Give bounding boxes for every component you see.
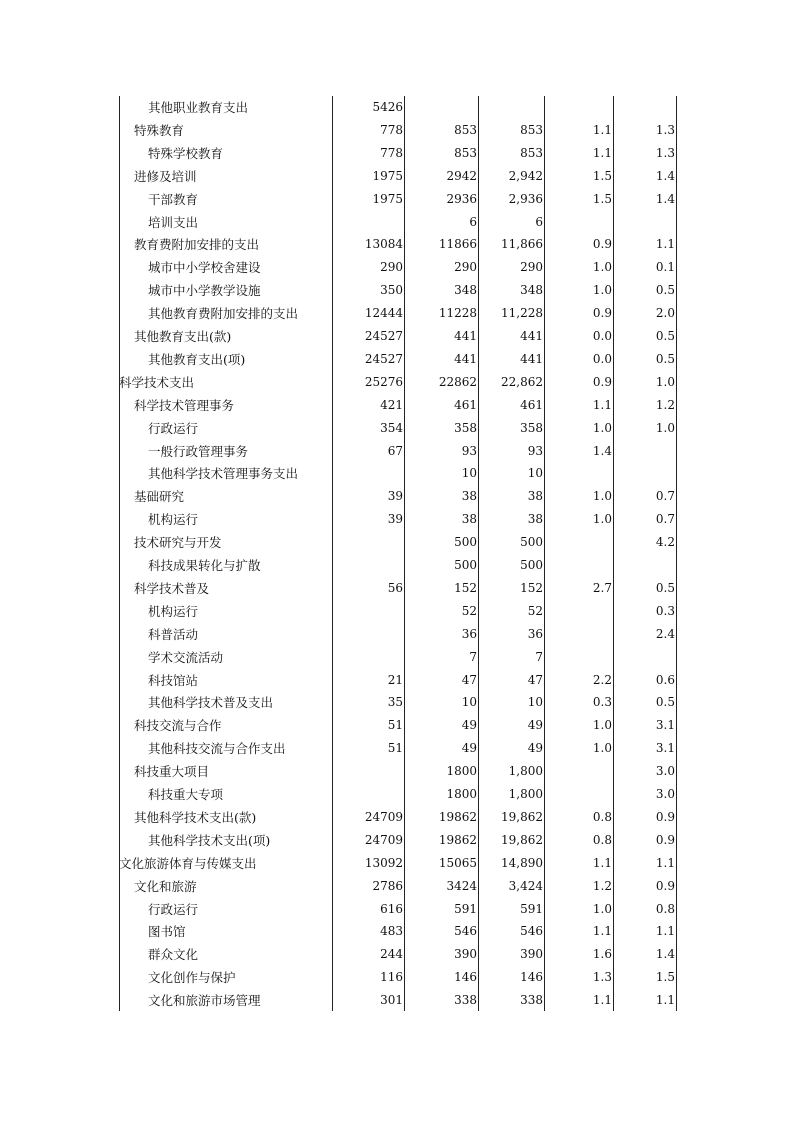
- table-row: [0, 462, 794, 485]
- value-col-3: 338: [520, 993, 543, 1008]
- ratio-col-1: 1.0: [592, 420, 612, 435]
- value-col-2: 52: [461, 603, 477, 618]
- ratio-col-1: 1.0: [592, 718, 612, 733]
- row-label: 技术研究与开发: [134, 535, 222, 551]
- row-label: 教育费附加安排的支出: [134, 237, 260, 253]
- value-col-2: 2942: [446, 168, 477, 183]
- table-row: [0, 165, 794, 188]
- value-col-1: 616: [380, 901, 403, 916]
- row-label: 城市中小学校舍建设: [148, 260, 261, 276]
- value-col-3: 853: [520, 122, 543, 137]
- value-col-3: 36: [527, 626, 543, 641]
- value-col-2: 290: [454, 260, 477, 275]
- ratio-col-2: 4.2: [655, 535, 675, 550]
- value-col-2: 441: [454, 329, 477, 343]
- ratio-col-1: 1.1: [592, 993, 612, 1008]
- value-col-1: 116: [380, 970, 403, 985]
- ratio-col-2: 1.1: [655, 924, 675, 939]
- value-col-1: 24709: [364, 809, 403, 824]
- ratio-col-1: 1.1: [592, 122, 612, 137]
- value-col-1: 2786: [372, 878, 403, 893]
- value-col-3: 19,862: [501, 832, 543, 847]
- table-row: [0, 760, 794, 783]
- table-row: [0, 119, 794, 142]
- value-col-3: 146: [520, 970, 543, 985]
- table-row: [0, 783, 794, 806]
- value-col-2: 11228: [438, 306, 477, 321]
- ratio-col-2: 3.1: [655, 741, 675, 756]
- value-col-2: 15065: [438, 855, 477, 870]
- value-col-2: 146: [454, 970, 477, 985]
- value-col-1: 483: [380, 924, 403, 939]
- table-row: [0, 485, 794, 508]
- value-col-3: 1,800: [508, 764, 543, 779]
- value-col-2: 93: [461, 443, 477, 458]
- value-col-2: 441: [454, 351, 477, 366]
- value-col-1: 1975: [372, 191, 403, 206]
- value-col-1: 24527: [364, 329, 403, 343]
- value-col-1: 51: [387, 718, 403, 733]
- value-col-2: 49: [461, 718, 477, 733]
- value-col-1: 778: [380, 122, 403, 137]
- row-label: 科技成果转化与扩散: [148, 558, 261, 573]
- table-row: [0, 691, 794, 714]
- table-row: [0, 623, 794, 646]
- value-col-3: 47: [527, 672, 543, 687]
- value-col-2: 10: [461, 695, 477, 710]
- ratio-col-1: 1.0: [592, 901, 612, 916]
- value-col-3: 49: [527, 741, 543, 756]
- value-col-3: 10: [527, 695, 543, 710]
- value-col-3: 93: [527, 443, 543, 458]
- value-col-3: 290: [520, 260, 543, 275]
- row-label: 进修及培训: [134, 168, 197, 184]
- value-col-2: 152: [454, 580, 477, 595]
- value-col-1: 1975: [372, 168, 403, 183]
- value-col-1: 421: [380, 397, 403, 412]
- value-col-2: 500: [454, 558, 477, 572]
- table-row: [0, 943, 794, 966]
- value-col-1: 25276: [364, 374, 403, 389]
- ratio-col-2: 1.1: [655, 237, 675, 252]
- value-col-2: 591: [454, 901, 477, 916]
- row-label: 其他科学技术普及支出: [148, 695, 274, 711]
- row-label: 群众文化: [148, 947, 199, 963]
- row-label: 其他教育费附加安排的支出: [148, 306, 299, 322]
- ratio-col-1: 1.1: [592, 397, 612, 412]
- value-col-2: 853: [454, 122, 477, 137]
- value-col-3: 461: [520, 397, 543, 412]
- value-col-3: 441: [520, 351, 543, 366]
- row-label: 行政运行: [148, 420, 199, 436]
- value-col-3: 152: [520, 580, 543, 595]
- table-row: [0, 440, 794, 463]
- row-label: 其他科学技术支出(款): [134, 809, 257, 825]
- ratio-col-1: 0.3: [592, 695, 612, 710]
- value-col-1: 12444: [364, 306, 403, 321]
- table-row: [0, 233, 794, 256]
- table-row: [0, 371, 794, 394]
- ratio-col-2: 0.6: [655, 672, 675, 687]
- ratio-col-1: 1.2: [592, 878, 612, 893]
- value-col-3: 7: [535, 649, 543, 664]
- table-row: [0, 714, 794, 737]
- row-label: 其他教育支出(款): [134, 329, 232, 344]
- ratio-col-1: 2.2: [592, 672, 612, 687]
- table-row: [0, 898, 794, 921]
- ratio-col-2: 1.4: [655, 947, 675, 962]
- table-row: [0, 508, 794, 531]
- row-label: 图书馆: [148, 924, 186, 940]
- value-col-2: 338: [454, 993, 477, 1008]
- ratio-col-1: 1.4: [592, 443, 612, 458]
- value-col-2: 3424: [446, 878, 477, 893]
- ratio-col-2: 0.1: [655, 260, 675, 275]
- row-label: 其他职业教育支出: [148, 100, 249, 115]
- row-label: 其他科学技术管理事务支出: [148, 466, 299, 482]
- ratio-col-2: 3.0: [655, 787, 675, 801]
- value-col-2: 358: [454, 420, 477, 435]
- row-label: 科学技术支出: [119, 374, 195, 390]
- row-label: 科技交流与合作: [134, 718, 222, 734]
- ratio-col-2: 1.0: [655, 420, 675, 435]
- value-col-3: 11,228: [501, 306, 543, 321]
- ratio-col-1: 1.6: [592, 947, 612, 962]
- ratio-col-2: 0.9: [655, 832, 675, 847]
- value-col-1: 290: [380, 260, 403, 275]
- value-col-1: 778: [380, 145, 403, 160]
- ratio-col-2: 0.5: [655, 329, 675, 343]
- value-col-2: 19862: [438, 809, 477, 824]
- value-col-2: 853: [454, 145, 477, 160]
- ratio-col-1: 1.5: [592, 168, 612, 183]
- table-row: [0, 348, 794, 371]
- value-col-3: 10: [527, 466, 543, 481]
- row-label: 其他教育支出(项): [148, 351, 246, 367]
- table-row: [0, 852, 794, 875]
- ratio-col-2: 1.5: [655, 970, 675, 985]
- value-col-2: 461: [454, 397, 477, 412]
- value-col-3: 11,866: [501, 237, 543, 252]
- value-col-3: 853: [520, 145, 543, 160]
- row-label: 科学技术普及: [134, 580, 210, 596]
- value-col-3: 6: [535, 214, 543, 229]
- ratio-col-1: 0.9: [592, 374, 612, 389]
- ratio-col-1: 0.8: [592, 809, 612, 824]
- ratio-col-2: 3.1: [655, 718, 675, 733]
- ratio-col-1: 1.0: [592, 741, 612, 756]
- value-col-1: 67: [387, 443, 403, 458]
- value-col-2: 7: [469, 649, 477, 664]
- row-label: 基础研究: [134, 489, 185, 505]
- table-row: [0, 188, 794, 211]
- row-label: 科普活动: [148, 626, 199, 642]
- value-col-3: 22,862: [501, 374, 543, 389]
- row-label: 其他科技交流与合作支出: [148, 741, 286, 757]
- value-col-3: 591: [520, 901, 543, 916]
- value-col-2: 38: [461, 512, 477, 527]
- table-row: [0, 577, 794, 600]
- value-col-1: 301: [380, 993, 403, 1008]
- ratio-col-2: 1.4: [655, 168, 675, 183]
- value-col-1: 13084: [364, 237, 403, 252]
- row-label: 科技馆站: [148, 672, 199, 688]
- value-col-3: 52: [527, 603, 543, 618]
- value-col-2: 2936: [446, 191, 477, 206]
- value-col-2: 500: [454, 535, 477, 550]
- table-row: [0, 96, 794, 119]
- value-col-1: 350: [380, 283, 403, 298]
- table-row: [0, 806, 794, 829]
- value-col-3: 1,800: [508, 787, 543, 801]
- row-label: 其他科学技术支出(项): [148, 832, 271, 848]
- row-label: 文化旅游体育与传媒支出: [119, 855, 257, 871]
- ratio-col-1: 1.0: [592, 260, 612, 275]
- value-col-3: 14,890: [501, 855, 543, 870]
- row-label: 文化和旅游: [134, 878, 197, 894]
- value-col-2: 390: [454, 947, 477, 962]
- row-label: 文化创作与保护: [148, 970, 236, 986]
- table-row: [0, 211, 794, 234]
- value-col-2: 22862: [438, 374, 477, 389]
- ratio-col-1: 2.7: [592, 580, 612, 595]
- table-row: [0, 829, 794, 852]
- value-col-2: 1800: [446, 787, 477, 801]
- row-label: 行政运行: [148, 901, 199, 917]
- value-col-1: 51: [387, 741, 403, 756]
- ratio-col-2: 0.7: [655, 489, 675, 504]
- value-col-3: 500: [520, 535, 543, 550]
- table-row: [0, 256, 794, 279]
- ratio-col-2: 0.5: [655, 283, 675, 298]
- value-col-2: 546: [454, 924, 477, 939]
- ratio-col-2: 3.0: [655, 764, 675, 779]
- table-row: [0, 417, 794, 440]
- row-label: 培训支出: [148, 214, 199, 230]
- table-row: [0, 302, 794, 325]
- value-col-2: 11866: [438, 237, 477, 252]
- ratio-col-2: 1.2: [655, 397, 675, 412]
- ratio-col-1: 1.3: [592, 970, 612, 985]
- value-col-2: 19862: [438, 832, 477, 847]
- ratio-col-1: 0.9: [592, 237, 612, 252]
- value-col-3: 2,936: [508, 191, 543, 206]
- row-label: 一般行政管理事务: [148, 443, 249, 459]
- ratio-col-2: 1.4: [655, 191, 675, 206]
- ratio-col-2: 1.1: [655, 855, 675, 870]
- ratio-col-1: 0.0: [592, 329, 612, 343]
- value-col-1: 21: [387, 672, 403, 687]
- value-col-3: 49: [527, 718, 543, 733]
- table-row: [0, 554, 794, 577]
- value-col-3: 19,862: [501, 809, 543, 824]
- value-col-1: 5426: [372, 100, 403, 114]
- value-col-3: 3,424: [508, 878, 543, 893]
- value-col-3: 441: [520, 329, 543, 343]
- value-col-1: 24527: [364, 351, 403, 366]
- value-col-2: 49: [461, 741, 477, 756]
- row-label: 特殊学校教育: [148, 145, 224, 161]
- table-row: [0, 646, 794, 669]
- ratio-col-1: 0.0: [592, 351, 612, 366]
- value-col-2: 348: [454, 283, 477, 298]
- ratio-col-2: 2.4: [655, 626, 675, 641]
- value-col-2: 6: [469, 214, 477, 229]
- row-label: 城市中小学教学设施: [148, 283, 261, 299]
- ratio-col-2: 0.5: [655, 695, 675, 710]
- table-row: [0, 875, 794, 898]
- value-col-1: 24709: [364, 832, 403, 847]
- ratio-col-1: 0.8: [592, 832, 612, 847]
- table-row: [0, 989, 794, 1012]
- value-col-3: 390: [520, 947, 543, 962]
- ratio-col-1: 1.1: [592, 855, 612, 870]
- ratio-col-2: 0.9: [655, 809, 675, 824]
- table-row: [0, 279, 794, 302]
- value-col-2: 1800: [446, 764, 477, 779]
- value-col-3: 38: [527, 489, 543, 504]
- ratio-col-2: 1.0: [655, 374, 675, 389]
- value-col-1: 39: [387, 512, 403, 527]
- table-row: [0, 600, 794, 623]
- value-col-1: 56: [387, 580, 403, 595]
- ratio-col-2: 1.1: [655, 993, 675, 1008]
- row-label: 机构运行: [148, 512, 199, 528]
- value-col-1: 354: [380, 420, 403, 435]
- table-row: [0, 669, 794, 692]
- row-label: 干部教育: [148, 191, 199, 207]
- row-label: 机构运行: [148, 603, 199, 619]
- value-col-1: 39: [387, 489, 403, 504]
- ratio-col-2: 0.8: [655, 901, 675, 916]
- ratio-col-1: 1.0: [592, 489, 612, 504]
- table-row: [0, 966, 794, 989]
- ratio-col-2: 0.9: [655, 878, 675, 893]
- table-row: [0, 737, 794, 760]
- row-label: 学术交流活动: [148, 649, 224, 665]
- value-col-2: 10: [461, 466, 477, 481]
- table-row: [0, 325, 794, 348]
- row-label: 文化和旅游市场管理: [148, 993, 261, 1009]
- ratio-col-1: 1.5: [592, 191, 612, 206]
- value-col-3: 546: [520, 924, 543, 939]
- ratio-col-1: 1.1: [592, 924, 612, 939]
- value-col-1: 13092: [364, 855, 403, 870]
- ratio-col-2: 0.5: [655, 351, 675, 366]
- value-col-1: 244: [380, 947, 403, 962]
- ratio-col-2: 0.7: [655, 512, 675, 527]
- row-label: 科技重大专项: [148, 787, 224, 802]
- row-label: 特殊教育: [134, 122, 185, 138]
- ratio-col-2: 1.3: [655, 122, 675, 137]
- ratio-col-2: 2.0: [655, 306, 675, 321]
- value-col-3: 500: [520, 558, 543, 572]
- value-col-2: 47: [461, 672, 477, 687]
- ratio-col-1: 1.1: [592, 145, 612, 160]
- table-row: [0, 920, 794, 943]
- row-label: 科技重大项目: [134, 764, 210, 780]
- ratio-col-1: 1.0: [592, 512, 612, 527]
- table-row: [0, 531, 794, 554]
- value-col-3: 348: [520, 283, 543, 298]
- row-label: 科学技术管理事务: [134, 397, 235, 413]
- ratio-col-2: 1.3: [655, 145, 675, 160]
- value-col-3: 38: [527, 512, 543, 527]
- value-col-2: 36: [461, 626, 477, 641]
- table-row: [0, 142, 794, 165]
- ratio-col-2: 0.3: [655, 603, 675, 618]
- value-col-3: 358: [520, 420, 543, 435]
- ratio-col-1: 1.0: [592, 283, 612, 298]
- table-row: [0, 394, 794, 417]
- ratio-col-1: 0.9: [592, 306, 612, 321]
- value-col-3: 2,942: [508, 168, 543, 183]
- value-col-2: 38: [461, 489, 477, 504]
- ratio-col-2: 0.5: [655, 580, 675, 595]
- value-col-1: 35: [387, 695, 403, 710]
